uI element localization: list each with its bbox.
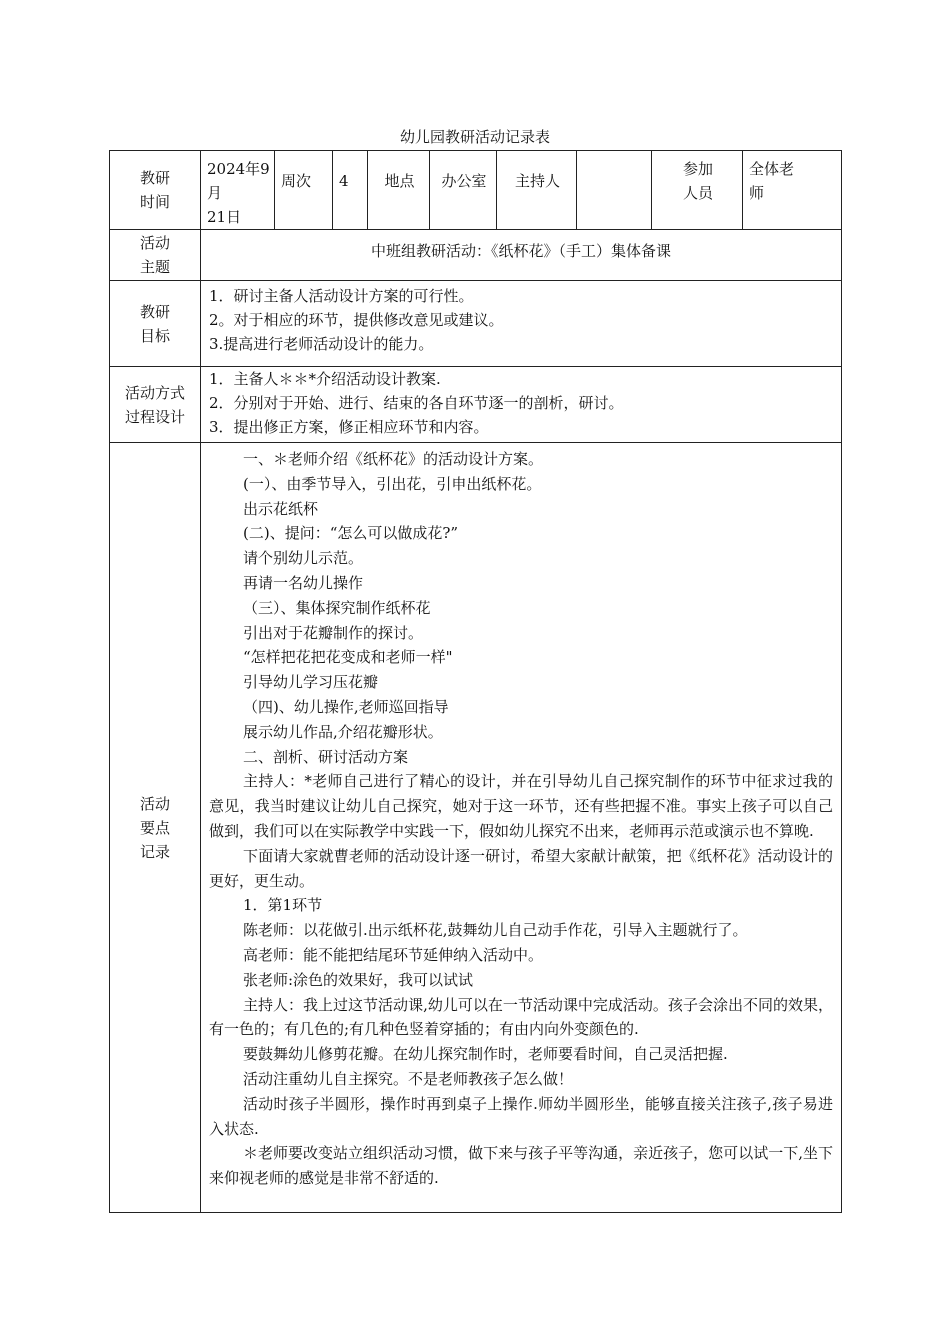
- record-paragraph: 出示花纸杯: [243, 499, 319, 518]
- host-value: [577, 151, 652, 230]
- record-paragraph: 活动时孩子半圆形，操作时再到桌子上操作.师幼半圆形坐，能够直接关注孩子,孩子易进入状态.: [209, 1094, 833, 1138]
- record-paragraph: 1．第1环节: [243, 896, 323, 915]
- method-row: [110, 367, 842, 443]
- record-paragraph: 引出对于花瓣制作的探讨。: [243, 623, 424, 642]
- record-paragraph: 下面请大家就曹老师的活动设计逐一研讨，希望大家献计献策，把《纸杯花》活动设计的更好，更生动。: [209, 846, 833, 890]
- method-item: 1．主备人＊＊*介绍活动设计教案.: [209, 370, 441, 388]
- record-body: [201, 443, 842, 1213]
- record-paragraph: （三）、集体探究制作纸杯花: [243, 598, 431, 617]
- record-paragraph: 活动注重幼儿自主探究。不是老师教孩子怎么做！: [243, 1069, 574, 1088]
- participants-label-line2: 人员: [682, 184, 713, 202]
- record-label-line1: 活动: [139, 794, 170, 813]
- record-paragraph: (二)、提问：“怎么可以做成花?”: [243, 524, 459, 543]
- date-line1: 2024年9月: [207, 160, 270, 202]
- method-item: 2．分别对于开始、进行、结束的各自环节逐一的剖析，研讨。: [209, 394, 624, 412]
- place-label: 地点: [368, 151, 430, 230]
- goals-row: [110, 281, 842, 367]
- place-value: 办公室: [430, 151, 497, 230]
- time-label-cell: [110, 151, 201, 230]
- goals-list: [201, 281, 842, 367]
- record-paragraph: 一、＊老师介绍《纸杯花》的活动设计方案。: [243, 450, 544, 468]
- record-paragraph: 请个别幼儿示范。: [243, 549, 364, 568]
- record-paragraph: 二、剖析、研讨活动方案: [243, 747, 409, 766]
- record-paragraph: 展示幼儿作品,介绍花瓣形状。: [243, 722, 443, 741]
- date-cell: [201, 151, 275, 230]
- record-label-line3: 记录: [139, 842, 170, 861]
- record-paragraph: 高老师：能不能把结尾环节延伸纳入活动中。: [243, 945, 544, 964]
- record-paragraph: ＊老师要改变站立组织活动习惯，做下来与孩子平等沟通，亲近孩子，您可以试一下,坐下来仰视老师的感觉是非常不舒适的.: [209, 1144, 833, 1188]
- record-label-cell: [110, 443, 201, 1213]
- goals-label-line2: 目标: [139, 326, 170, 345]
- record-paragraph: （四)、幼儿操作,老师巡回指导: [243, 697, 449, 716]
- theme-value: 中班组教研活动：《纸杯花》（手工）集体备课: [201, 230, 842, 281]
- record-table: [109, 150, 842, 1213]
- theme-label-cell: [110, 230, 201, 281]
- record-paragraph: 主持人：*老师自己进行了精心的设计，并在引导幼儿自己探究制作的环节中征求过我的意见，我当时建议让幼儿自己探究，她对于这一环节，还有些把握不准。事实上孩子可以自己做到，我们可以在实际教学中实践一下，假如幼儿探究不出来，老师再示范或演示也不算晚.: [209, 772, 833, 840]
- method-label-line1: 活动方式: [124, 383, 185, 402]
- record-paragraph: 张老师:涂色的效果好，我可以试试: [243, 970, 474, 989]
- page-title: 幼儿园教研活动记录表: [399, 128, 550, 146]
- method-label-cell: [110, 367, 201, 443]
- theme-row: [110, 230, 842, 281]
- time-label-line1: 教研: [139, 169, 170, 187]
- time-label-line2: 时间: [139, 193, 170, 211]
- goal-item: 1．研讨主备人活动设计方案的可行性。: [209, 287, 474, 305]
- date-line2: 21日: [207, 208, 242, 226]
- record-label-line2: 要点: [139, 818, 170, 837]
- record-paragraph: 主持人：我上过这节活动课,幼儿可以在一节活动课中完成活动。孩子会涂出不同的效果，有一色的；有几色的;有几种色竖着穿插的；有由内向外变颜色的.: [209, 995, 833, 1039]
- record-paragraph: 引导幼儿学习压花瓣: [243, 673, 379, 692]
- participants-value-cell: [743, 151, 842, 230]
- participants-label-cell: [652, 151, 743, 230]
- goals-label-line1: 教研: [139, 302, 170, 321]
- goal-item: 3.提高进行老师活动设计的能力。: [209, 335, 434, 353]
- week-label: 周次: [275, 151, 333, 230]
- method-list: [201, 367, 842, 443]
- record-paragraph: 陈老师：以花做引.出示纸杯花,鼓舞幼儿自己动手作花，引导入主题就行了。: [243, 921, 748, 940]
- record-paragraph: “怎样把花把花变成和老师一样": [243, 648, 453, 667]
- record-paragraph: 要鼓舞幼儿修剪花瓣。在幼儿探究制作时，老师要看时间，自己灵活把握.: [243, 1045, 728, 1064]
- header-row: [110, 151, 842, 230]
- record-paragraph: (一）、由季节导入，引出花，引申出纸杯花。: [243, 474, 542, 493]
- participants-label-line1: 参加: [682, 160, 713, 178]
- theme-label-line2: 主题: [139, 258, 170, 276]
- goal-item: 2。对于相应的环节，提供修改意见或建议。: [209, 311, 504, 329]
- week-value: 4: [333, 151, 368, 230]
- participants-value-line2: 师: [749, 184, 765, 202]
- participants-value-line1: 全体老: [749, 160, 795, 178]
- record-paragraph: 再请一名幼儿操作: [243, 573, 364, 592]
- record-row: [110, 443, 842, 1213]
- goals-label-cell: [110, 281, 201, 367]
- method-item: 3．提出修正方案，修正相应环节和内容。: [209, 418, 489, 436]
- method-label-line2: 过程设计: [124, 407, 185, 426]
- theme-label-line1: 活动: [139, 234, 170, 252]
- host-label: 主持人: [497, 151, 577, 230]
